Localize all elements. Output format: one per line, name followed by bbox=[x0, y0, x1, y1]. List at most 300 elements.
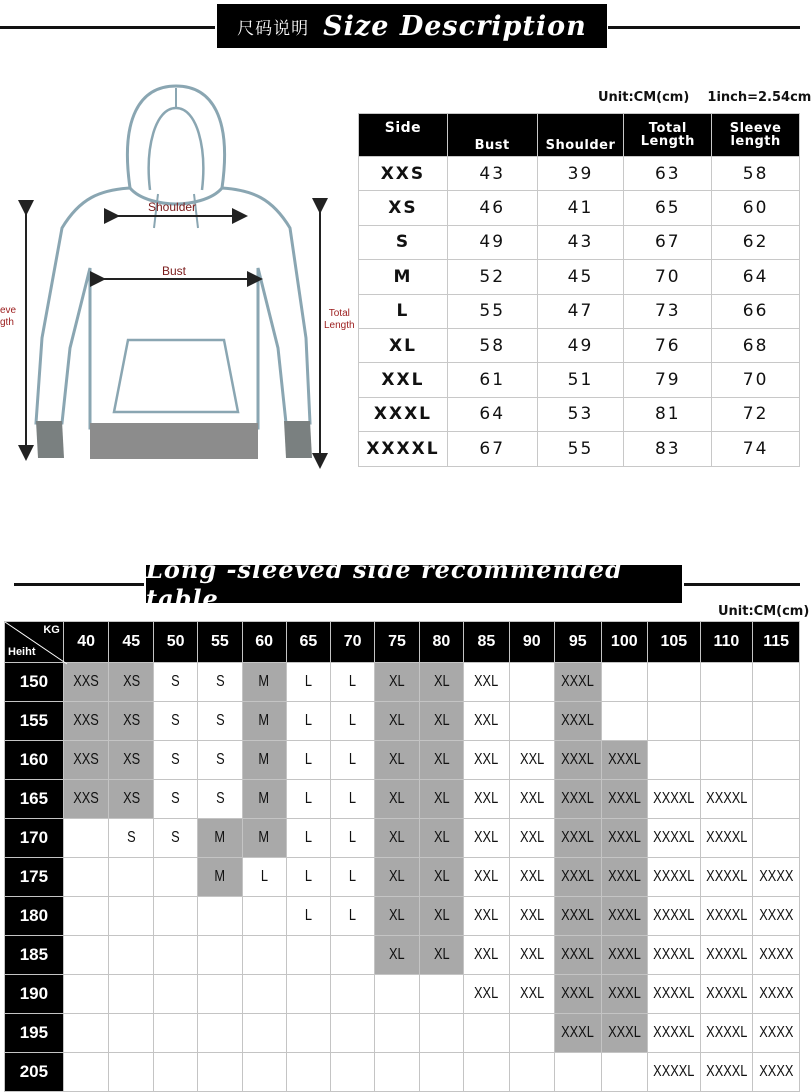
size-recommendation-cell bbox=[601, 702, 648, 741]
size-recommendation-text: XXL bbox=[474, 712, 499, 729]
size-value-cell: 47 bbox=[537, 294, 624, 328]
size-recommendation-cell bbox=[753, 897, 800, 936]
size-recommendation-cell bbox=[331, 1014, 375, 1053]
size-recommendation-cell bbox=[555, 1014, 602, 1053]
size-recommendation-cell bbox=[419, 897, 463, 936]
size-recommendation-text: S bbox=[171, 712, 180, 729]
size-label-cell: XL bbox=[359, 328, 448, 362]
size-recommendation-cell bbox=[419, 975, 463, 1014]
size-recommendation-cell bbox=[242, 1014, 286, 1053]
size-recommendation-cell bbox=[464, 897, 509, 936]
size-recommendation-cell bbox=[286, 741, 330, 780]
size-recommendation-cell bbox=[555, 702, 602, 741]
size-recommendation-cell bbox=[109, 897, 154, 936]
size-recommendation-text: XL bbox=[433, 946, 450, 963]
size-recommendation-cell bbox=[286, 1014, 330, 1053]
size-row bbox=[359, 157, 800, 191]
size-recommendation-text: XXL bbox=[474, 907, 499, 924]
size-row bbox=[359, 260, 800, 294]
size-recommendation-cell bbox=[375, 936, 419, 975]
size-recommendation-text: XXXX bbox=[759, 868, 794, 885]
total-length-label: Total Length bbox=[324, 308, 355, 331]
size-recommendation-cell bbox=[509, 780, 554, 819]
header-bust: Bust bbox=[447, 114, 537, 157]
size-recommendation-cell bbox=[419, 819, 463, 858]
banner-rule-left bbox=[0, 26, 215, 29]
size-value-cell: 62 bbox=[712, 225, 800, 259]
size-recommendation-text: XS bbox=[122, 751, 140, 768]
size-value-cell: 73 bbox=[624, 294, 712, 328]
size-recommendation-text: XXL bbox=[474, 790, 499, 807]
size-recommendation-text: XXXL bbox=[561, 790, 595, 807]
size-value-cell: 63 bbox=[624, 157, 712, 191]
size-recommendation-cell bbox=[753, 975, 800, 1014]
size-recommendation-text: XXXXL bbox=[705, 985, 748, 1002]
size-recommendation-text: XXXL bbox=[607, 868, 641, 885]
size-recommendation-cell bbox=[198, 975, 242, 1014]
size-recommendation-text: S bbox=[171, 829, 180, 846]
size-recommendation-text: L bbox=[349, 829, 357, 846]
size-value-cell: 70 bbox=[712, 363, 800, 397]
size-recommendation-text: XL bbox=[433, 907, 450, 924]
size-recommendation-text: XL bbox=[433, 751, 450, 768]
weight-header-cell: 100 bbox=[601, 622, 648, 663]
size-recommendation-text: XXL bbox=[474, 985, 499, 1002]
size-value-cell: 66 bbox=[712, 294, 800, 328]
size-recommendation-text: L bbox=[304, 673, 312, 690]
size-recommendation-cell bbox=[648, 936, 701, 975]
size-recommendation-cell bbox=[753, 663, 800, 702]
size-recommendation-cell bbox=[601, 975, 648, 1014]
size-recommendation-cell bbox=[700, 702, 753, 741]
size-recommendation-text: XXXXL bbox=[653, 946, 695, 963]
size-value-cell: 70 bbox=[624, 260, 712, 294]
size-row bbox=[359, 328, 800, 362]
height-row bbox=[5, 858, 800, 897]
size-recommendation-cell bbox=[464, 975, 509, 1014]
size-recommendation-text: XL bbox=[433, 868, 450, 885]
size-value-cell: 51 bbox=[537, 363, 624, 397]
left-cuff bbox=[36, 421, 64, 458]
size-recommendation-text: XXL bbox=[474, 751, 499, 768]
size-value-cell: 83 bbox=[624, 432, 712, 466]
banner-en-title: Size Description bbox=[323, 10, 587, 42]
size-recommendation-cell bbox=[331, 897, 375, 936]
size-recommendation-text: XXS bbox=[73, 712, 99, 729]
weight-header-cell: 75 bbox=[375, 622, 419, 663]
height-label-cell: 185 bbox=[5, 936, 64, 975]
corner-height-label: Heiht bbox=[8, 646, 36, 658]
size-label-cell: XXS bbox=[359, 157, 448, 191]
size-recommendation-cell bbox=[419, 741, 463, 780]
weight-header-cell: 40 bbox=[63, 622, 109, 663]
size-row bbox=[359, 363, 800, 397]
size-recommendation-text: XXL bbox=[474, 673, 499, 690]
weight-header-cell: 85 bbox=[464, 622, 509, 663]
size-recommendation-cell bbox=[555, 663, 602, 702]
size-recommendation-text: XXXX bbox=[759, 946, 794, 963]
size-recommendation-text: L bbox=[304, 790, 312, 807]
size-recommendation-cell bbox=[601, 741, 648, 780]
size-recommendation-cell bbox=[109, 663, 154, 702]
size-recommendation-cell bbox=[198, 702, 242, 741]
size-recommendation-cell bbox=[419, 663, 463, 702]
size-recommendation-text: XL bbox=[433, 790, 450, 807]
size-recommendation-text: S bbox=[171, 790, 180, 807]
size-recommendation-cell bbox=[753, 780, 800, 819]
size-value-cell: 46 bbox=[447, 191, 537, 225]
size-recommendation-text: XL bbox=[389, 712, 405, 729]
weight-header-cell: 55 bbox=[198, 622, 242, 663]
size-recommendation-cell bbox=[109, 1014, 154, 1053]
size-recommendation-text: L bbox=[349, 868, 357, 885]
size-recommendation-text: L bbox=[349, 907, 357, 924]
size-recommendation-text: XXXL bbox=[561, 907, 595, 924]
size-recommendation-cell bbox=[286, 780, 330, 819]
size-value-cell: 67 bbox=[624, 225, 712, 259]
size-recommendation-cell bbox=[242, 819, 286, 858]
size-recommendation-text: XS bbox=[122, 673, 140, 690]
height-label-cell: 160 bbox=[5, 741, 64, 780]
size-recommendation-cell bbox=[154, 975, 198, 1014]
size-recommendation-cell bbox=[331, 1053, 375, 1092]
size-recommendation-text: XXXX bbox=[759, 1024, 794, 1041]
size-recommendation-text: XS bbox=[122, 790, 140, 807]
size-table bbox=[358, 113, 800, 467]
size-recommendation-cell bbox=[286, 858, 330, 897]
weight-header-cell: 110 bbox=[700, 622, 753, 663]
size-recommendation-cell bbox=[331, 663, 375, 702]
size-recommendation-cell bbox=[242, 1053, 286, 1092]
size-recommendation-cell bbox=[109, 741, 154, 780]
size-recommendation-text: XXXXL bbox=[653, 868, 695, 885]
size-recommendation-cell bbox=[331, 936, 375, 975]
size-recommendation-text: XXXL bbox=[607, 751, 641, 768]
size-recommendation-text: S bbox=[215, 673, 225, 690]
size-recommendation-text: XL bbox=[389, 946, 405, 963]
size-recommendation-text: XXS bbox=[73, 790, 99, 807]
size-recommendation-cell bbox=[464, 858, 509, 897]
size-recommendation-cell bbox=[648, 741, 701, 780]
size-recommendation-text: L bbox=[304, 868, 312, 885]
hem-band bbox=[90, 423, 258, 459]
size-recommendation-cell bbox=[753, 1053, 800, 1092]
size-recommendation-cell bbox=[753, 936, 800, 975]
unit-note-recommend: Unit:CM(cm) bbox=[718, 604, 810, 619]
size-recommendation-text: XXXXL bbox=[705, 790, 748, 807]
size-recommendation-cell bbox=[242, 897, 286, 936]
size-recommendation-text: XXXL bbox=[561, 712, 595, 729]
size-recommendation-cell bbox=[375, 702, 419, 741]
size-recommendation-cell bbox=[700, 780, 753, 819]
size-recommendation-cell bbox=[648, 702, 701, 741]
size-recommendation-cell bbox=[601, 1053, 648, 1092]
size-recommendation-text: L bbox=[349, 790, 357, 807]
weight-header-cell: 95 bbox=[555, 622, 602, 663]
banner2-rule-left bbox=[14, 583, 144, 586]
size-value-cell: 72 bbox=[712, 397, 800, 431]
size-recommendation-cell bbox=[109, 975, 154, 1014]
size-recommendation-text: XL bbox=[389, 751, 405, 768]
size-recommendation-cell bbox=[648, 1053, 701, 1092]
size-recommendation-cell bbox=[753, 1014, 800, 1053]
size-recommendation-cell bbox=[648, 819, 701, 858]
header-shoulder: Shoulder bbox=[537, 114, 624, 157]
size-label-cell: M bbox=[359, 260, 448, 294]
size-recommendation-cell bbox=[419, 858, 463, 897]
size-recommendation-cell bbox=[555, 936, 602, 975]
size-recommendation-cell bbox=[331, 702, 375, 741]
size-recommendation-text: M bbox=[214, 868, 226, 885]
height-label-cell: 155 bbox=[5, 702, 64, 741]
size-recommendation-text: XXXXL bbox=[705, 907, 748, 924]
header-side: Side bbox=[359, 114, 448, 157]
height-label-cell: 180 bbox=[5, 897, 64, 936]
height-row bbox=[5, 975, 800, 1014]
weight-header-cell: 115 bbox=[753, 622, 800, 663]
size-recommendation-cell bbox=[419, 702, 463, 741]
size-value-cell: 79 bbox=[624, 363, 712, 397]
size-recommendation-cell bbox=[63, 780, 109, 819]
size-recommendation-text: XXL bbox=[519, 790, 544, 807]
size-recommendation-text: XXL bbox=[519, 829, 544, 846]
size-recommendation-cell bbox=[464, 663, 509, 702]
size-recommendation-cell bbox=[375, 1014, 419, 1053]
size-recommendation-text: L bbox=[349, 712, 357, 729]
weight-header-cell: 80 bbox=[419, 622, 463, 663]
size-recommendation-text: XL bbox=[389, 829, 405, 846]
size-value-cell: 65 bbox=[624, 191, 712, 225]
size-recommendation-cell bbox=[331, 741, 375, 780]
size-recommendation-cell bbox=[601, 819, 648, 858]
size-recommendation-text: XL bbox=[433, 712, 450, 729]
size-recommendation-cell bbox=[555, 858, 602, 897]
height-row bbox=[5, 702, 800, 741]
size-value-cell: 58 bbox=[712, 157, 800, 191]
size-row bbox=[359, 225, 800, 259]
size-recommendation-cell bbox=[63, 936, 109, 975]
weight-header-cell: 45 bbox=[109, 622, 154, 663]
size-recommendation-cell bbox=[700, 975, 753, 1014]
size-recommendation-cell bbox=[63, 819, 109, 858]
size-recommendation-cell bbox=[109, 858, 154, 897]
size-recommendation-text: XXXXL bbox=[653, 1063, 695, 1080]
size-recommendation-text: S bbox=[215, 751, 225, 768]
weight-header-cell: 105 bbox=[648, 622, 701, 663]
size-recommendation-cell bbox=[700, 819, 753, 858]
size-recommendation-text: XXL bbox=[519, 985, 544, 1002]
banner2-rule-right bbox=[684, 583, 800, 586]
size-recommendation-cell bbox=[331, 975, 375, 1014]
header-sleeve-length: Sleeve length bbox=[712, 114, 800, 157]
size-recommendation-cell bbox=[509, 1053, 554, 1092]
size-recommendation-text: XXL bbox=[519, 907, 544, 924]
size-recommendation-cell bbox=[109, 702, 154, 741]
size-recommendation-cell bbox=[464, 741, 509, 780]
size-recommendation-text: XXL bbox=[519, 868, 544, 885]
recommended-table-banner bbox=[146, 555, 682, 613]
size-recommendation-text: XXXXL bbox=[653, 829, 695, 846]
height-row bbox=[5, 819, 800, 858]
banner-rule-right bbox=[608, 26, 800, 29]
size-recommendation-cell bbox=[509, 897, 554, 936]
height-row bbox=[5, 741, 800, 780]
size-recommendation-cell bbox=[109, 780, 154, 819]
size-recommendation-text: XXS bbox=[73, 673, 99, 690]
hoodie-diagram bbox=[0, 78, 360, 548]
size-label-cell: XXXXL bbox=[359, 432, 448, 466]
size-recommendation-text: XXL bbox=[474, 829, 499, 846]
unit-note-size: Unit:CM(cm) 1inch=2.54cm bbox=[598, 90, 811, 105]
weight-header-cell: 90 bbox=[509, 622, 554, 663]
size-recommendation-cell bbox=[242, 936, 286, 975]
weight-header-row bbox=[5, 622, 800, 663]
size-recommendation-text: XXXL bbox=[607, 790, 641, 807]
weight-header-cell: 65 bbox=[286, 622, 330, 663]
size-value-cell: 55 bbox=[447, 294, 537, 328]
size-recommendation-text: L bbox=[349, 751, 357, 768]
size-recommendation-text: XXXL bbox=[607, 946, 641, 963]
size-value-cell: 52 bbox=[447, 260, 537, 294]
size-recommendation-cell bbox=[700, 936, 753, 975]
size-recommendation-cell bbox=[419, 936, 463, 975]
size-recommendation-cell bbox=[198, 936, 242, 975]
size-recommendation-text: XL bbox=[433, 829, 450, 846]
recommended-size-table bbox=[4, 621, 800, 1092]
size-recommendation-text: XXXL bbox=[607, 907, 641, 924]
height-label-cell: 195 bbox=[5, 1014, 64, 1053]
size-recommendation-cell bbox=[375, 819, 419, 858]
size-recommendation-cell bbox=[63, 1014, 109, 1053]
size-recommendation-cell bbox=[419, 1053, 463, 1092]
size-recommendation-text: M bbox=[258, 712, 270, 729]
size-recommendation-text: XXXL bbox=[561, 946, 595, 963]
size-recommendation-cell bbox=[648, 897, 701, 936]
size-recommendation-text: XXXL bbox=[561, 673, 595, 690]
size-label-cell: XXXL bbox=[359, 397, 448, 431]
size-recommendation-cell bbox=[419, 780, 463, 819]
header-total-length: Total Length bbox=[624, 114, 712, 157]
size-recommendation-cell bbox=[601, 897, 648, 936]
corner-cell bbox=[5, 622, 64, 663]
size-recommendation-cell bbox=[63, 975, 109, 1014]
size-recommendation-cell bbox=[331, 858, 375, 897]
size-recommendation-cell bbox=[286, 819, 330, 858]
size-recommendation-cell bbox=[700, 741, 753, 780]
size-recommendation-cell bbox=[509, 858, 554, 897]
size-recommendation-text: XXXL bbox=[561, 751, 595, 768]
size-recommendation-cell bbox=[601, 663, 648, 702]
size-recommendation-text: L bbox=[260, 868, 268, 885]
size-recommendation-cell bbox=[198, 858, 242, 897]
right-cuff bbox=[284, 421, 312, 458]
size-row bbox=[359, 397, 800, 431]
size-recommendation-text: XL bbox=[389, 907, 405, 924]
size-recommendation-cell bbox=[154, 1053, 198, 1092]
size-recommendation-cell bbox=[375, 1053, 419, 1092]
size-recommendation-text: XXXL bbox=[607, 1024, 641, 1041]
size-recommendation-cell bbox=[509, 819, 554, 858]
size-description-banner bbox=[217, 4, 607, 48]
size-label-cell: S bbox=[359, 225, 448, 259]
size-recommendation-text: M bbox=[258, 751, 270, 768]
size-value-cell: 67 bbox=[447, 432, 537, 466]
size-recommendation-cell bbox=[648, 1014, 701, 1053]
size-recommendation-text: XS bbox=[122, 712, 140, 729]
size-recommendation-cell bbox=[242, 702, 286, 741]
size-recommendation-cell bbox=[555, 975, 602, 1014]
size-recommendation-cell bbox=[154, 702, 198, 741]
size-recommendation-text: XXXL bbox=[607, 985, 641, 1002]
height-row bbox=[5, 1014, 800, 1053]
banner2-title: Long -sleeved side recommended table bbox=[146, 555, 623, 613]
size-recommendation-cell bbox=[464, 702, 509, 741]
size-recommendation-text: L bbox=[349, 673, 357, 690]
size-recommendation-text: XXXXL bbox=[705, 1063, 748, 1080]
height-label-cell: 165 bbox=[5, 780, 64, 819]
size-row bbox=[359, 294, 800, 328]
size-label-cell: L bbox=[359, 294, 448, 328]
size-recommendation-cell bbox=[375, 897, 419, 936]
size-recommendation-text: XXL bbox=[519, 946, 544, 963]
size-recommendation-cell bbox=[700, 897, 753, 936]
size-recommendation-cell bbox=[464, 936, 509, 975]
size-recommendation-text: L bbox=[304, 907, 312, 924]
size-recommendation-cell bbox=[109, 936, 154, 975]
size-row bbox=[359, 432, 800, 466]
size-recommendation-cell bbox=[555, 1053, 602, 1092]
size-value-cell: 43 bbox=[537, 225, 624, 259]
height-row bbox=[5, 780, 800, 819]
size-recommendation-cell bbox=[154, 663, 198, 702]
size-recommendation-text: M bbox=[258, 673, 270, 690]
size-recommendation-text: XL bbox=[389, 868, 405, 885]
size-value-cell: 76 bbox=[624, 328, 712, 362]
size-recommendation-text: XXXL bbox=[561, 1024, 595, 1041]
size-recommendation-text: XXXXL bbox=[705, 1024, 748, 1041]
size-recommendation-cell bbox=[198, 819, 242, 858]
size-recommendation-cell bbox=[63, 702, 109, 741]
size-recommendation-cell bbox=[464, 1014, 509, 1053]
weight-header-cell: 50 bbox=[154, 622, 198, 663]
size-recommendation-cell bbox=[154, 780, 198, 819]
size-value-cell: 60 bbox=[712, 191, 800, 225]
size-recommendation-cell bbox=[154, 858, 198, 897]
size-recommendation-cell bbox=[555, 780, 602, 819]
size-value-cell: 53 bbox=[537, 397, 624, 431]
height-label-cell: 175 bbox=[5, 858, 64, 897]
size-recommendation-text: XXXL bbox=[561, 985, 595, 1002]
size-recommendation-cell bbox=[700, 1014, 753, 1053]
size-recommendation-text: S bbox=[215, 712, 225, 729]
size-recommendation-text: M bbox=[258, 829, 270, 846]
size-label-cell: XXL bbox=[359, 363, 448, 397]
size-recommendation-cell bbox=[509, 663, 554, 702]
size-recommendation-cell bbox=[375, 780, 419, 819]
size-recommendation-cell bbox=[154, 819, 198, 858]
size-recommendation-cell bbox=[109, 1053, 154, 1092]
size-label-cell: XS bbox=[359, 191, 448, 225]
size-recommendation-text: S bbox=[171, 751, 180, 768]
size-value-cell: 58 bbox=[447, 328, 537, 362]
size-recommendation-text: L bbox=[304, 751, 312, 768]
size-recommendation-cell bbox=[198, 1053, 242, 1092]
size-value-cell: 74 bbox=[712, 432, 800, 466]
size-recommendation-cell bbox=[648, 858, 701, 897]
size-recommendation-cell bbox=[286, 975, 330, 1014]
size-value-cell: 55 bbox=[537, 432, 624, 466]
corner-kg-label: KG bbox=[43, 624, 60, 636]
